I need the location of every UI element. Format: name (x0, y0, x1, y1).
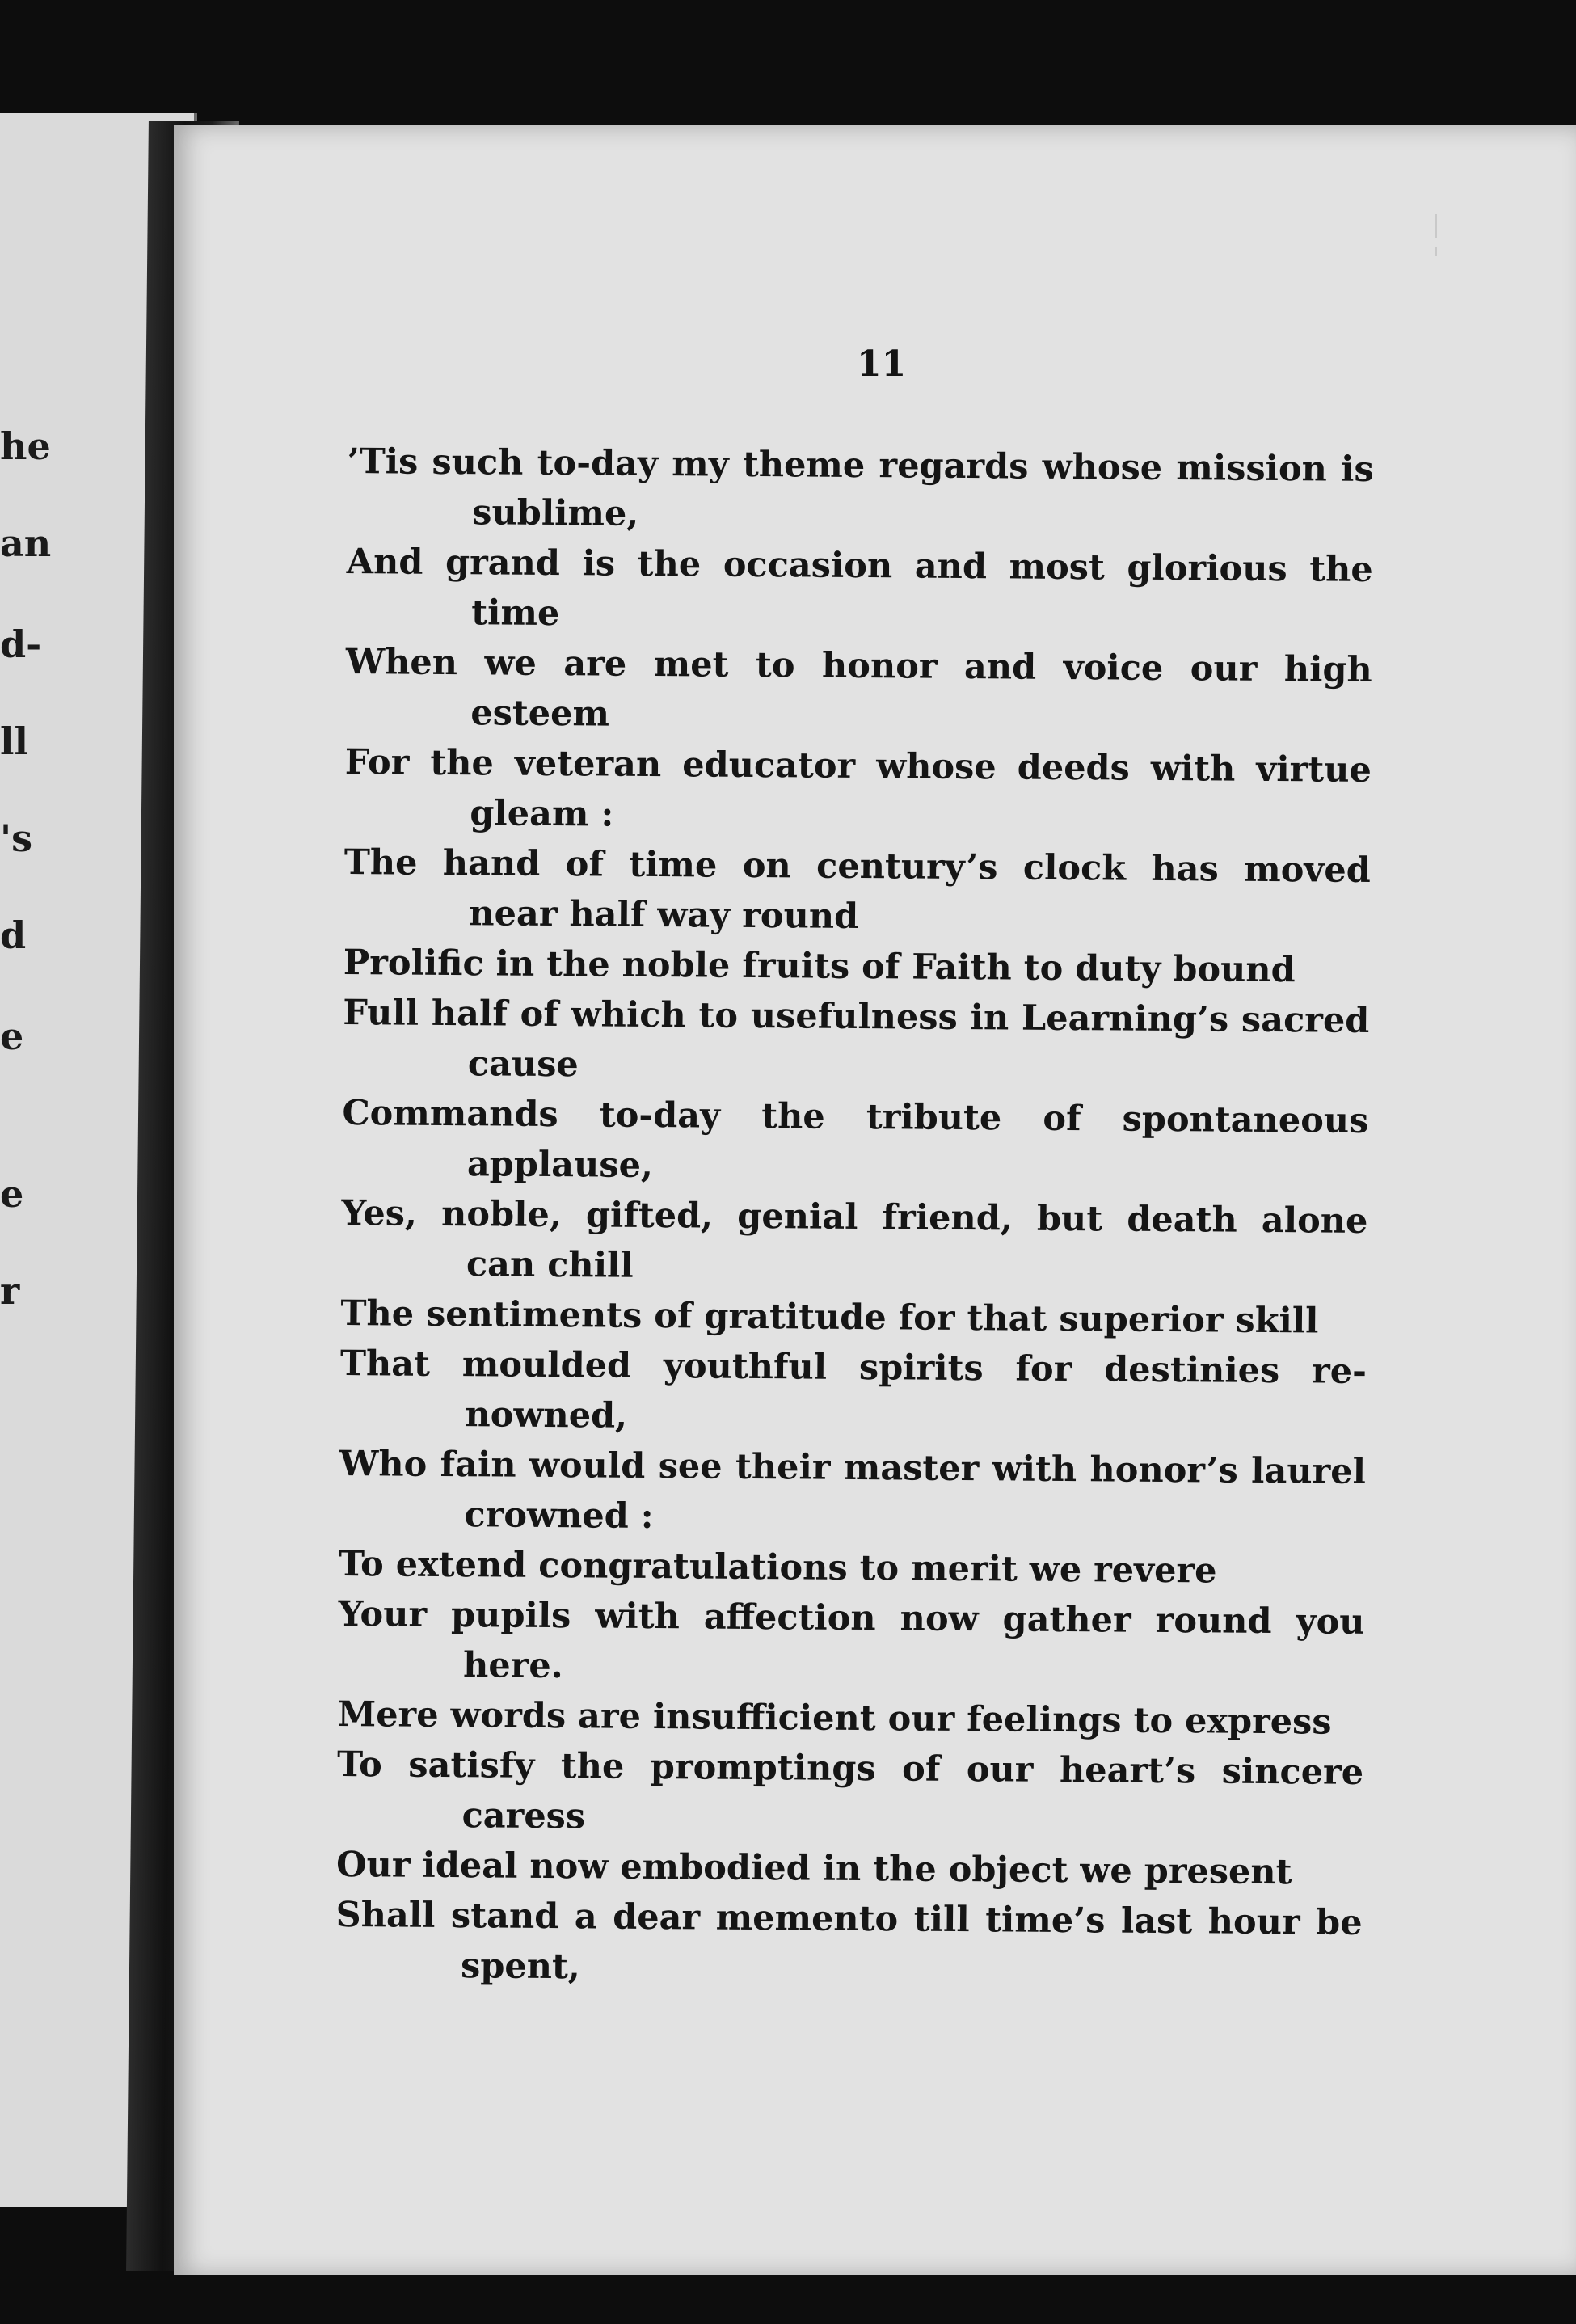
poem-line: Shall stand a dear memento till time’s last hour be (335, 1894, 1363, 1943)
left-page-fragment: d- (0, 622, 42, 666)
poem-line: near half way round (469, 893, 859, 937)
poem-line: Full half of which to usefulness in Learning’s sacred (343, 992, 1370, 1041)
scan-speck (1435, 247, 1437, 256)
poem-line: applause, (466, 1144, 654, 1186)
scan-speck (1435, 214, 1437, 238)
poem-line: Who fain would see their master with honor’s laurel (339, 1443, 1367, 1492)
poem-line: time (471, 593, 560, 635)
poem-line: To satisfy the promptings of our heart’s sincere (336, 1744, 1364, 1793)
left-page-fragment: 's (0, 816, 32, 860)
poem-line: sublime, (472, 492, 639, 534)
poem-line: can chill (466, 1244, 634, 1286)
left-page-fragment: e (0, 1014, 24, 1058)
poem-line: gleam : (470, 793, 614, 835)
left-page-fragment: ll (0, 719, 28, 763)
poem-line: That moulded youthful spirits for destinies re- (339, 1343, 1367, 1392)
page-number: 11 (857, 344, 907, 385)
poem-line: Our ideal now embodied in the object we present (335, 1844, 1292, 1893)
poem-line: ’Tis such to-day my theme regards whose mission is (347, 441, 1374, 490)
poem-line: The sentiments of gratitude for that superior skill (340, 1293, 1319, 1342)
poem-line: Mere words are insufficient our feelings to express (337, 1693, 1332, 1743)
poem-line: Prolific in the noble fruits of Faith to duty bound (343, 942, 1296, 991)
poem-text (335, 437, 1374, 1998)
poem-line: cause (467, 1044, 579, 1086)
left-page-fragment: an (0, 521, 52, 565)
poem-line: The hand of time on century’s clock has moved (343, 841, 1372, 891)
poem-line: esteem (470, 693, 610, 735)
poem-line: For the veteran educator whose deeds with virtue (344, 741, 1372, 791)
poem-line: nowned, (465, 1394, 628, 1436)
poem-line: crowned : (464, 1495, 654, 1537)
poem-line: To extend congratulations to merit we revere (338, 1543, 1217, 1592)
poem-line: caress (461, 1795, 586, 1837)
poem-line: Yes, noble, gifted, genial friend, but death alone (341, 1192, 1368, 1242)
left-page-fragment: he (0, 424, 51, 468)
poem-line: Your pupils with affection now gather round you (338, 1593, 1365, 1643)
poem-line: spent, (460, 1946, 581, 1988)
poem-line: here. (462, 1645, 563, 1687)
left-page-fragment: d (0, 913, 27, 957)
poem-line: And grand is the occasion and most glorious the (346, 541, 1373, 590)
poem-line: When we are met to honor and voice our high (345, 641, 1372, 690)
left-page-fragment: e (0, 1172, 24, 1216)
poem-line: Commands to-day the tribute of spontaneous (342, 1092, 1369, 1141)
left-page-fragment: r (0, 1269, 20, 1313)
